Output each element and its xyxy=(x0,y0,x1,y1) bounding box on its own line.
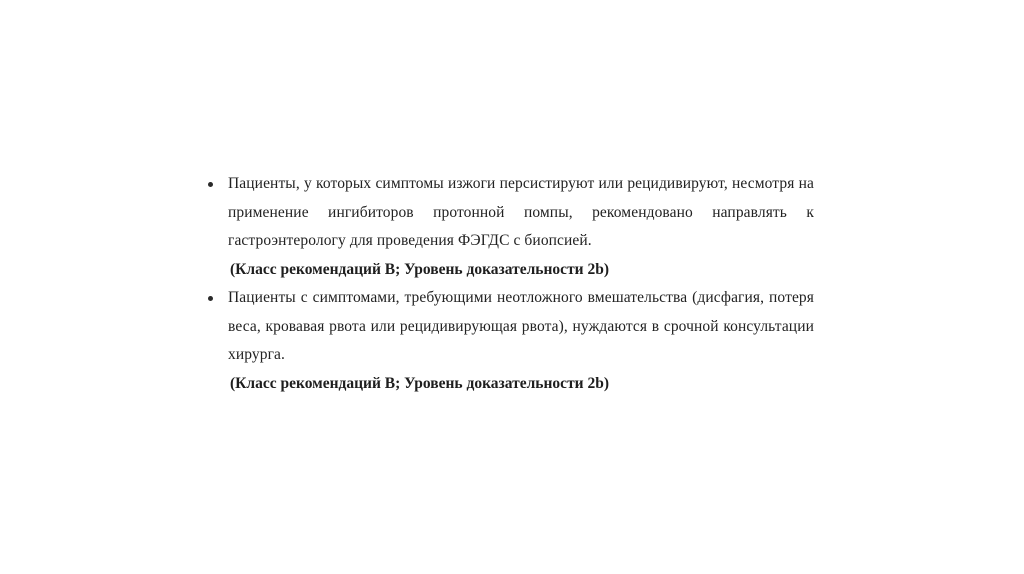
bullet-list xyxy=(206,170,814,398)
document-content xyxy=(206,170,814,398)
bullet-icon xyxy=(208,182,213,187)
list-item xyxy=(206,170,814,284)
list-item xyxy=(206,284,814,398)
bullet-icon xyxy=(208,296,213,301)
recommendation-class: (Класс рекомендаций B; Уровень доказательности 2b) xyxy=(230,260,610,278)
recommendation-class: (Класс рекомендаций B; Уровень доказательности 2b) xyxy=(230,374,610,392)
bullet-text: Пациенты с симптомами, требующими неотложного вмешательства (дисфагия, потеря веса, кровавая рвота или рецидивирующая рвота), нуждаются в срочной консультации хирурга. xyxy=(228,289,814,363)
bullet-text: Пациенты, у которых симптомы изжоги персистируют или рецидивируют, несмотря на применение ингибиторов протонной помпы, рекомендовано направлять к гастроэнтерологу для проведения ФЭГДС с биопсией. xyxy=(228,175,814,249)
